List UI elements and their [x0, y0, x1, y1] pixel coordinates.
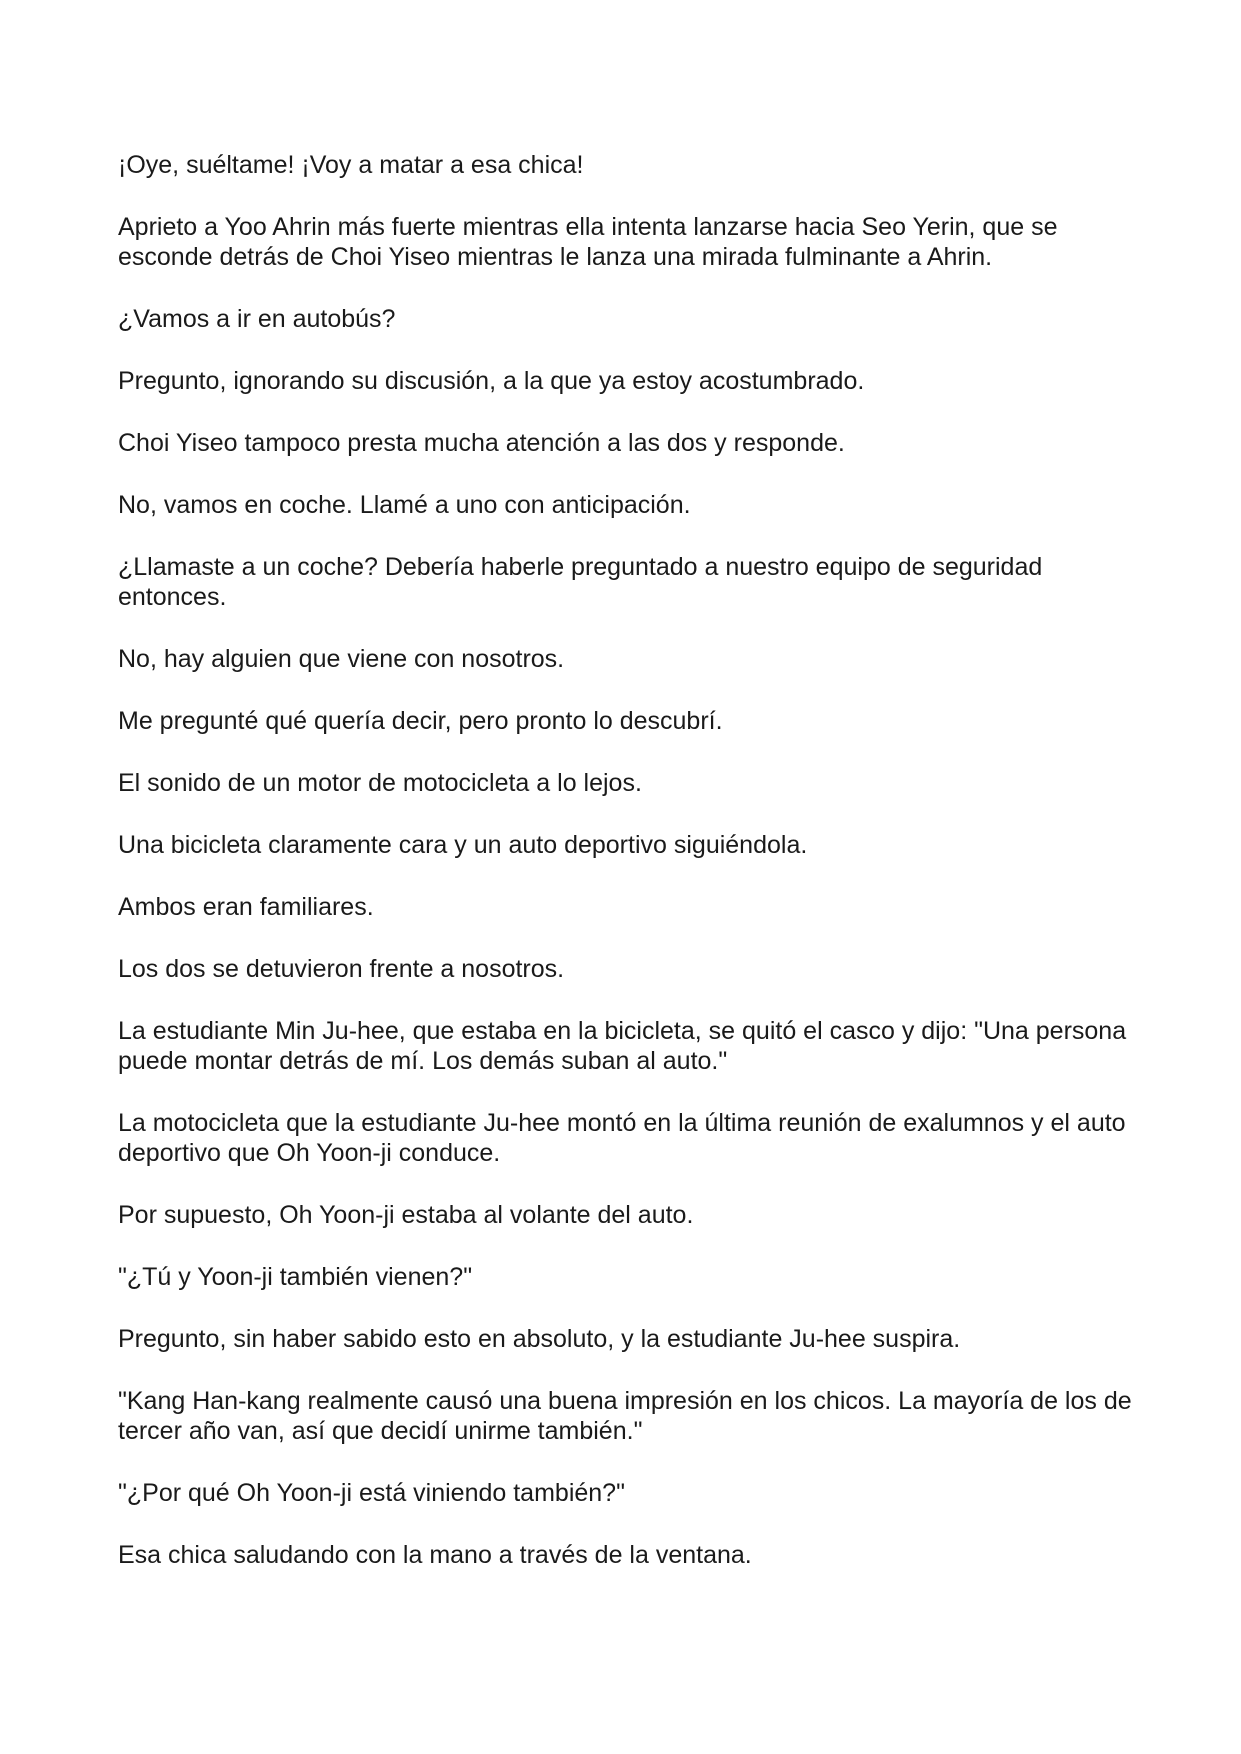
document-body: [118, 150, 1138, 1602]
paragraph: Por supuesto, Oh Yoon-ji estaba al volante del auto.: [118, 1201, 694, 1229]
paragraph: La estudiante Min Ju-hee, que estaba en la bicicleta, se quitó el casco y dijo: "Una persona puede montar detrás de mí. Los demás suban al auto.": [118, 1017, 1127, 1075]
paragraph: Pregunto, ignorando su discusión, a la que ya estoy acostumbrado.: [118, 367, 865, 395]
paragraph: Los dos se detuvieron frente a nosotros.: [118, 955, 565, 983]
paragraph: "¿Tú y Yoon-ji también vienen?": [118, 1263, 473, 1291]
paragraph: Pregunto, sin haber sabido esto en absoluto, y la estudiante Ju-hee suspira.: [118, 1325, 961, 1353]
paragraph: Choi Yiseo tampoco presta mucha atención a las dos y responde.: [118, 429, 845, 457]
paragraph: La motocicleta que la estudiante Ju-hee montó en la última reunión de exalumnos y el auto deportivo que Oh Yoon-ji conduce.: [118, 1109, 1126, 1167]
paragraph: Ambos eran familiares.: [118, 893, 374, 921]
paragraph: ¿Llamaste a un coche? Debería haberle preguntado a nuestro equipo de seguridad entonces.: [118, 553, 1043, 611]
paragraph: "¿Por qué Oh Yoon-ji está viniendo también?": [118, 1479, 625, 1507]
paragraph: Una bicicleta claramente cara y un auto deportivo siguiéndola.: [118, 831, 808, 859]
paragraph: ¿Vamos a ir en autobús?: [118, 305, 396, 333]
paragraph: "Kang Han-kang realmente causó una buena impresión en los chicos. La mayoría de los de tercer año van, así que decidí unirme también.": [118, 1387, 1132, 1445]
paragraph: Me pregunté qué quería decir, pero pronto lo descubrí.: [118, 707, 723, 735]
paragraph: No, hay alguien que viene con nosotros.: [118, 645, 565, 673]
paragraph: Aprieto a Yoo Ahrin más fuerte mientras ella intenta lanzarse hacia Seo Yerin, que se esconde detrás de Choi Yiseo mientras le lanza una mirada fulminante a Ahrin.: [118, 213, 1058, 271]
paragraph: El sonido de un motor de motocicleta a lo lejos.: [118, 769, 642, 797]
paragraph: ¡Oye, suéltame! ¡Voy a matar a esa chica!: [118, 151, 584, 179]
paragraph: Esa chica saludando con la mano a través de la ventana.: [118, 1541, 752, 1569]
paragraph: No, vamos en coche. Llamé a uno con anticipación.: [118, 491, 691, 519]
